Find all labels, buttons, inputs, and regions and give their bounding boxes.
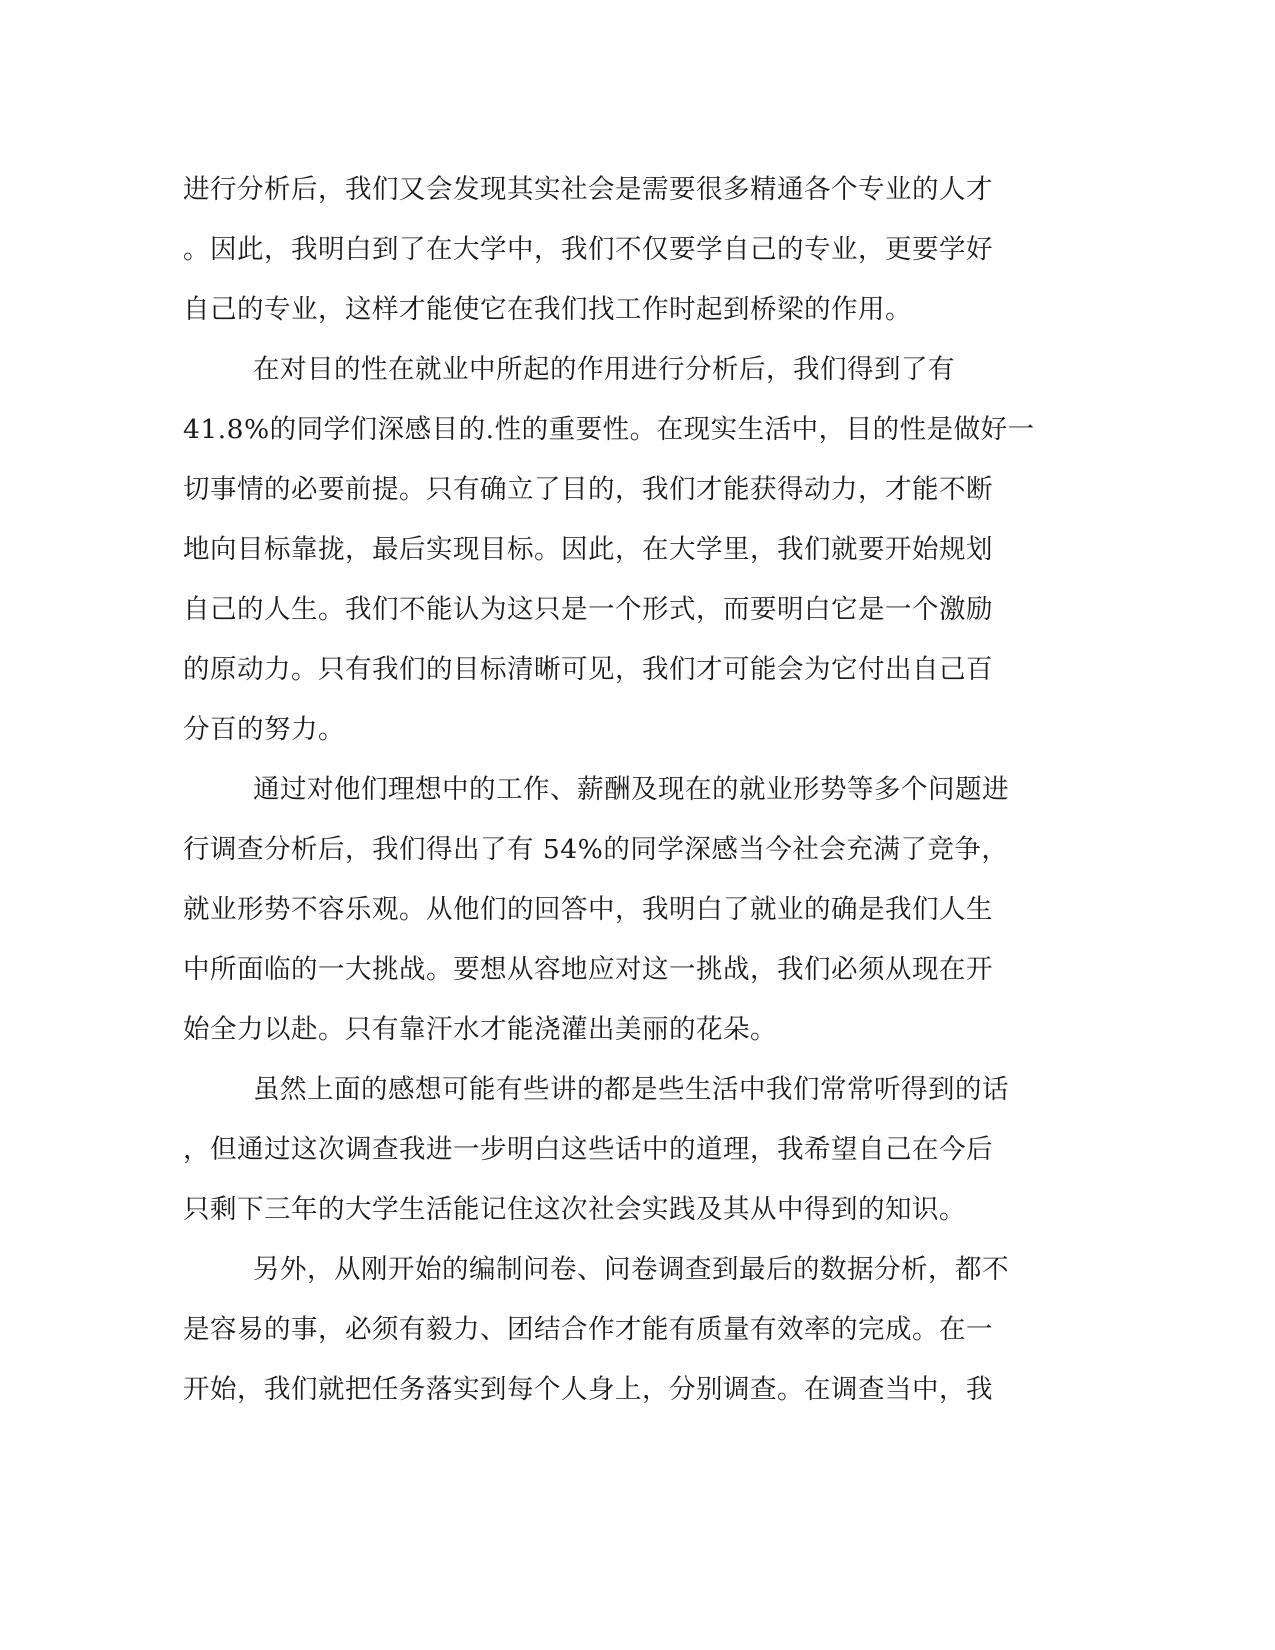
paragraph xyxy=(183,1240,1093,1420)
paragraph xyxy=(183,340,1093,760)
text-line: 地向目标靠拢，最后实现目标。因此，在大学里，我们就要开始规划 xyxy=(183,534,993,565)
text-line: 自己的人生。我们不能认为这只是一个形式，而要明白它是一个激励 xyxy=(183,594,993,625)
text-line: 始全力以赴。只有靠汗水才能浇灌出美丽的花朵。 xyxy=(183,1014,777,1045)
paragraph xyxy=(183,1060,1093,1240)
text-line: 另外，从刚开始的编制问卷、问卷调查到最后的数据分析，都不 xyxy=(253,1254,1009,1285)
text-line: 中所面临的一大挑战。要想从容地应对这一挑战，我们必须从现在开 xyxy=(183,954,993,985)
text-line: 。因此，我明白到了在大学中，我们不仅要学自己的专业，更要学好 xyxy=(183,234,993,265)
text-line: 虽然上面的感想可能有些讲的都是些生活中我们常常听得到的话 xyxy=(253,1074,1009,1105)
paragraph xyxy=(183,160,1093,340)
text-line: 只剩下三年的大学生活能记住这次社会实践及其从中得到的知识。 xyxy=(183,1194,966,1225)
text-line: 在对目的性在就业中所起的作用进行分析后，我们得到了有 xyxy=(253,354,955,385)
text-line: 41.8%的同学们深感目的.性的重要性。在现实生活中，目的性是做好一 xyxy=(183,414,1035,445)
document-body xyxy=(183,160,1093,1420)
text-line: 的原动力。只有我们的目标清晰可见，我们才可能会为它付出自己百 xyxy=(183,654,993,685)
text-line: 就业形势不容乐观。从他们的回答中，我明白了就业的确是我们人生 xyxy=(183,894,993,925)
text-line: ，但通过这次调查我进一步明白这些话中的道理，我希望自己在今后 xyxy=(183,1134,993,1165)
text-line: 进行分析后，我们又会发现其实社会是需要很多精通各个专业的人才 xyxy=(183,174,993,205)
text-line: 分百的努力。 xyxy=(183,714,345,745)
text-line: 是容易的事，必须有毅力、团结合作才能有质量有效率的完成。在一 xyxy=(183,1314,993,1345)
text-line: 自己的专业，这样才能使它在我们找工作时起到桥梁的作用。 xyxy=(183,294,912,325)
text-line: 切事情的必要前提。只有确立了目的，我们才能获得动力，才能不断 xyxy=(183,474,993,505)
paragraph xyxy=(183,760,1093,1060)
text-line: 行调查分析后，我们得出了有 54%的同学深感当今社会充满了竞争， xyxy=(183,834,1009,865)
text-line: 通过对他们理想中的工作、薪酬及现在的就业形势等多个问题进 xyxy=(253,774,1009,805)
text-line: 开始，我们就把任务落实到每个人身上，分别调查。在调查当中，我 xyxy=(183,1374,993,1405)
